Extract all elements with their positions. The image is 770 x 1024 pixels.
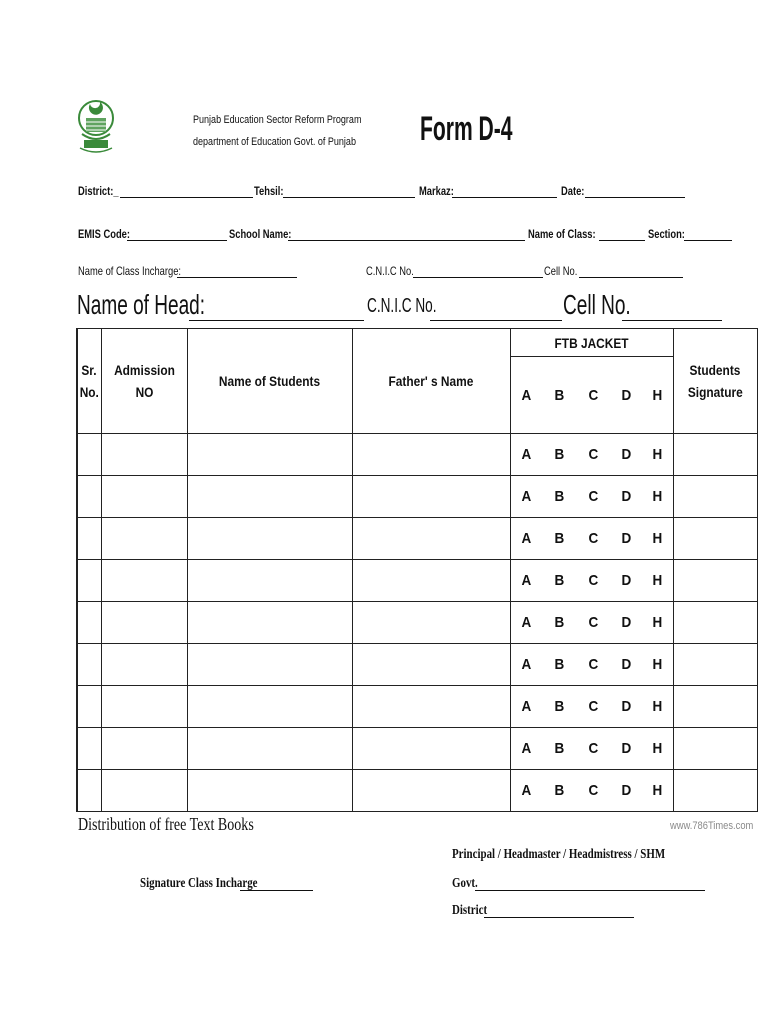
- table-row: [77, 770, 757, 812]
- jacket-option-d[interactable]: D: [610, 602, 642, 644]
- jacket-option-a[interactable]: A: [510, 728, 543, 770]
- jacket-option-d[interactable]: D: [610, 770, 642, 812]
- district-footer-label: District: [452, 903, 488, 918]
- student-signature-cell[interactable]: [673, 644, 757, 686]
- principal-title: Principal / Headmaster / Headmistress / SHM: [452, 847, 666, 862]
- tehsil-field[interactable]: [283, 186, 415, 198]
- admission-cell[interactable]: [101, 560, 187, 602]
- jacket-option-b[interactable]: B: [543, 518, 576, 560]
- sr-no-cell[interactable]: [77, 434, 101, 476]
- father-name-cell[interactable]: [352, 434, 510, 476]
- table-row: [77, 434, 757, 476]
- punjab-government-logo: [76, 96, 116, 160]
- class-incharge-field[interactable]: [177, 266, 297, 278]
- sr-no-cell[interactable]: [77, 518, 101, 560]
- student-name-cell[interactable]: [187, 560, 352, 602]
- jacket-d-header: D: [610, 357, 642, 434]
- head-cnic-field[interactable]: [430, 306, 562, 321]
- jacket-option-b[interactable]: B: [543, 728, 576, 770]
- table-row: [77, 686, 757, 728]
- jacket-option-h[interactable]: H: [642, 728, 673, 770]
- jacket-option-b[interactable]: B: [543, 434, 576, 476]
- head-cell-field[interactable]: [622, 306, 722, 321]
- student-signature-cell[interactable]: [673, 560, 757, 602]
- sr-no-cell[interactable]: [77, 686, 101, 728]
- table-row: [77, 518, 757, 560]
- father-name-header: Father' s Name: [352, 329, 510, 434]
- signature-class-incharge-field[interactable]: [240, 879, 313, 891]
- student-signature-cell[interactable]: [673, 728, 757, 770]
- sr-no-cell[interactable]: [77, 476, 101, 518]
- jacket-option-h[interactable]: H: [642, 560, 673, 602]
- head-cell-label: Cell No.: [563, 289, 631, 320]
- jacket-option-a[interactable]: A: [510, 686, 543, 728]
- jacket-option-a[interactable]: A: [510, 434, 543, 476]
- org-line-1: Punjab Education Sector Reform Program: [193, 114, 362, 126]
- org-line-2: department of Education Govt. of Punjab: [193, 136, 356, 148]
- jacket-option-a[interactable]: A: [510, 518, 543, 560]
- sr-no-header: Sr. No.: [77, 329, 101, 434]
- jacket-a-header: A: [510, 357, 543, 434]
- jacket-option-b[interactable]: B: [543, 644, 576, 686]
- govt-label: Govt.: [452, 876, 478, 891]
- jacket-option-c[interactable]: C: [576, 644, 610, 686]
- father-name-cell[interactable]: [352, 518, 510, 560]
- district-label: District:_: [78, 184, 119, 198]
- distribution-title: Distribution of free Text Books: [78, 814, 254, 834]
- jacket-option-h[interactable]: H: [642, 770, 673, 812]
- jacket-option-b[interactable]: B: [543, 476, 576, 518]
- govt-field[interactable]: [475, 879, 705, 891]
- jacket-option-d[interactable]: D: [610, 518, 642, 560]
- father-name-cell[interactable]: [352, 644, 510, 686]
- student-name-cell[interactable]: [187, 476, 352, 518]
- student-name-cell[interactable]: [187, 602, 352, 644]
- jacket-option-c[interactable]: C: [576, 770, 610, 812]
- admission-cell[interactable]: [101, 476, 187, 518]
- admission-cell[interactable]: [101, 686, 187, 728]
- jacket-option-a[interactable]: A: [510, 602, 543, 644]
- father-name-cell[interactable]: [352, 602, 510, 644]
- watermark: www.786Times.com: [670, 820, 754, 832]
- distribution-table: [76, 328, 758, 812]
- jacket-option-b[interactable]: B: [543, 686, 576, 728]
- jacket-option-h[interactable]: H: [642, 686, 673, 728]
- jacket-option-h[interactable]: H: [642, 434, 673, 476]
- jacket-option-a[interactable]: A: [510, 644, 543, 686]
- school-name-label: School Name:: [229, 227, 292, 241]
- section-field[interactable]: [684, 229, 732, 241]
- admission-header: Admission NO: [101, 329, 187, 434]
- sr-no-cell[interactable]: [77, 602, 101, 644]
- jacket-option-b[interactable]: B: [543, 560, 576, 602]
- jacket-option-a[interactable]: A: [510, 560, 543, 602]
- student-name-cell[interactable]: [187, 434, 352, 476]
- ftb-jacket-header: FTB JACKET: [510, 329, 673, 357]
- admission-cell[interactable]: [101, 602, 187, 644]
- jacket-option-d[interactable]: D: [610, 560, 642, 602]
- markaz-label: Markaz:: [419, 184, 454, 198]
- admission-cell[interactable]: [101, 434, 187, 476]
- jacket-option-d[interactable]: D: [610, 728, 642, 770]
- admission-cell[interactable]: [101, 518, 187, 560]
- jacket-option-a[interactable]: A: [510, 476, 543, 518]
- jacket-option-c[interactable]: C: [576, 602, 610, 644]
- district-field[interactable]: [120, 186, 253, 198]
- table-row: [77, 644, 757, 686]
- table-row: [77, 602, 757, 644]
- incharge-cnic-label: C.N.I.C No.: [366, 264, 414, 278]
- emis-label: EMIS Code:: [78, 227, 131, 241]
- student-name-cell[interactable]: [187, 518, 352, 560]
- table-row: [77, 476, 757, 518]
- incharge-cell-field[interactable]: [579, 266, 683, 278]
- sr-no-cell[interactable]: [77, 728, 101, 770]
- jacket-option-b[interactable]: B: [543, 770, 576, 812]
- head-name-label: Name of Head:: [77, 289, 206, 320]
- students-signature-header: Students Signature: [673, 329, 757, 434]
- student-name-cell[interactable]: [187, 728, 352, 770]
- student-name-cell[interactable]: [187, 644, 352, 686]
- father-name-cell[interactable]: [352, 476, 510, 518]
- jacket-option-c[interactable]: C: [576, 518, 610, 560]
- date-field[interactable]: [585, 186, 685, 198]
- sr-no-cell[interactable]: [77, 770, 101, 812]
- head-cnic-label: C.N.I.C No.: [367, 295, 437, 317]
- jacket-b-header: B: [543, 357, 576, 434]
- jacket-option-h[interactable]: H: [642, 644, 673, 686]
- section-label: Section:: [648, 227, 685, 241]
- sr-no-cell[interactable]: [77, 560, 101, 602]
- jacket-option-c[interactable]: C: [576, 686, 610, 728]
- student-name-cell[interactable]: [187, 770, 352, 812]
- admission-cell[interactable]: [101, 770, 187, 812]
- class-name-field[interactable]: [599, 229, 645, 241]
- sr-no-cell[interactable]: [77, 644, 101, 686]
- tehsil-label: Tehsil:: [254, 184, 284, 198]
- admission-cell[interactable]: [101, 728, 187, 770]
- jacket-option-h[interactable]: H: [642, 518, 673, 560]
- jacket-option-a[interactable]: A: [510, 770, 543, 812]
- jacket-option-d[interactable]: D: [610, 434, 642, 476]
- student-signature-cell[interactable]: [673, 434, 757, 476]
- school-name-field[interactable]: [288, 229, 525, 241]
- markaz-field[interactable]: [452, 186, 557, 198]
- student-signature-cell[interactable]: [673, 770, 757, 812]
- father-name-cell[interactable]: [352, 728, 510, 770]
- jacket-c-header: C: [576, 357, 610, 434]
- head-name-field[interactable]: [189, 306, 364, 321]
- father-name-cell[interactable]: [352, 560, 510, 602]
- student-signature-cell[interactable]: [673, 476, 757, 518]
- admission-cell[interactable]: [101, 644, 187, 686]
- signature-class-incharge-label: Signature Class Incharge: [140, 876, 258, 891]
- student-name-cell[interactable]: [187, 686, 352, 728]
- table-row: [77, 560, 757, 602]
- jacket-option-c[interactable]: C: [576, 476, 610, 518]
- jacket-option-d[interactable]: D: [610, 644, 642, 686]
- jacket-option-d[interactable]: D: [610, 476, 642, 518]
- father-name-cell[interactable]: [352, 686, 510, 728]
- father-name-cell[interactable]: [352, 770, 510, 812]
- jacket-option-h[interactable]: H: [642, 476, 673, 518]
- student-signature-cell[interactable]: [673, 602, 757, 644]
- jacket-option-d[interactable]: D: [610, 686, 642, 728]
- jacket-option-h[interactable]: H: [642, 602, 673, 644]
- jacket-option-c[interactable]: C: [576, 728, 610, 770]
- jacket-option-c[interactable]: C: [576, 434, 610, 476]
- incharge-cnic-field[interactable]: [413, 266, 543, 278]
- date-label: Date:: [561, 184, 585, 198]
- student-signature-cell[interactable]: [673, 518, 757, 560]
- student-signature-cell[interactable]: [673, 686, 757, 728]
- form-title: Form D-4: [420, 110, 513, 148]
- jacket-h-header: H: [642, 357, 673, 434]
- incharge-cell-label: Cell No.: [544, 264, 578, 278]
- jacket-option-b[interactable]: B: [543, 602, 576, 644]
- class-name-label: Name of Class:: [528, 227, 596, 241]
- table-row: [77, 728, 757, 770]
- class-incharge-label: Name of Class Incharge:: [78, 264, 182, 278]
- jacket-option-c[interactable]: C: [576, 560, 610, 602]
- emis-field[interactable]: [127, 229, 227, 241]
- district-footer-field[interactable]: [484, 906, 634, 918]
- students-name-header: Name of Students: [187, 329, 352, 434]
